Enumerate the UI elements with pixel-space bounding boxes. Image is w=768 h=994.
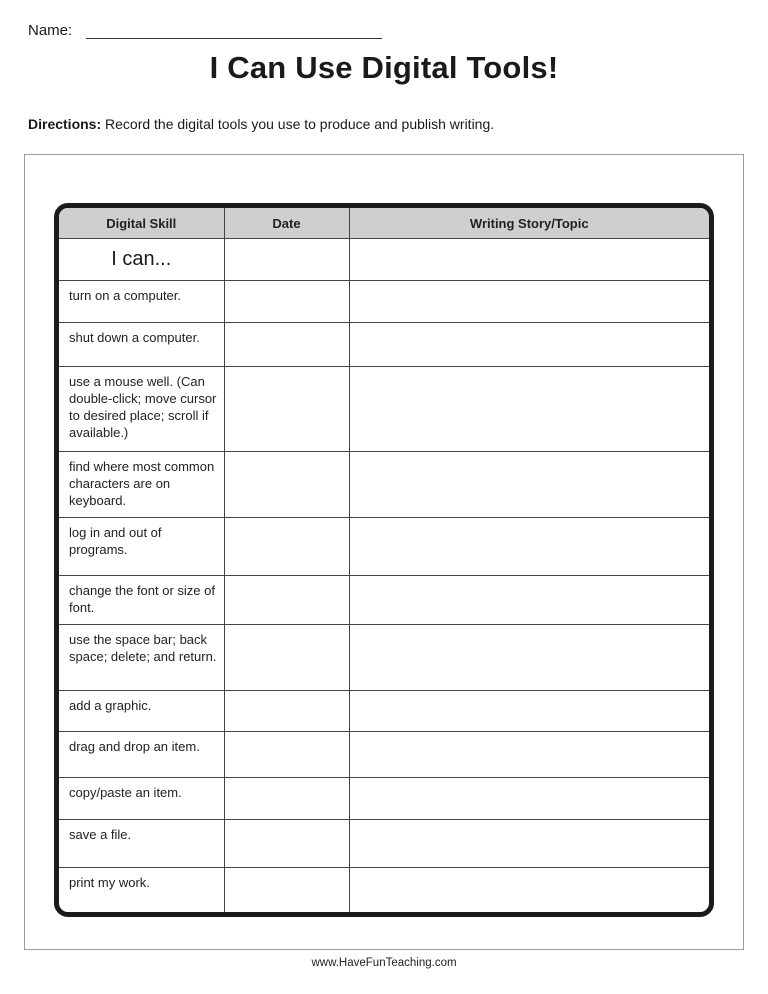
topic-cell[interactable]: [349, 691, 709, 732]
skill-cell: find where most common characters are on keyboard.: [59, 452, 224, 518]
table-row: [59, 281, 709, 323]
skill-cell: change the font or size of font.: [59, 576, 224, 625]
table-row: [59, 691, 709, 732]
topic-cell[interactable]: [349, 323, 709, 367]
date-cell[interactable]: [224, 625, 349, 691]
footer-url: www.HaveFunTeaching.com: [311, 957, 457, 969]
directions-text: Record the digital tools you use to produce and publish writing.: [101, 116, 495, 132]
topic-cell[interactable]: [349, 625, 709, 691]
date-cell[interactable]: [224, 691, 349, 732]
topic-cell[interactable]: [349, 820, 709, 868]
skill-cell: shut down a computer.: [59, 323, 224, 367]
skills-table: [59, 208, 709, 912]
date-cell[interactable]: [224, 518, 349, 576]
table-row: [59, 323, 709, 367]
topic-cell[interactable]: [349, 518, 709, 576]
table-row: [59, 625, 709, 691]
date-cell[interactable]: [224, 732, 349, 778]
date-cell[interactable]: [224, 778, 349, 820]
table-row: [59, 367, 709, 452]
skill-cell: add a graphic.: [59, 691, 224, 732]
skill-cell: use the space bar; back space; delete; and return.: [59, 625, 224, 691]
directions-label: Directions:: [28, 116, 102, 132]
skill-cell: use a mouse well. (Can double-click; move cursor to desired place; scroll if available.): [59, 367, 224, 452]
table-row: [59, 576, 709, 625]
column-header-date: Date: [224, 208, 349, 239]
topic-cell[interactable]: [349, 868, 709, 912]
topic-cell[interactable]: [349, 452, 709, 518]
topic-cell[interactable]: [349, 281, 709, 323]
date-cell[interactable]: [224, 239, 349, 281]
date-cell[interactable]: [224, 820, 349, 868]
table-row: [59, 868, 709, 912]
topic-cell[interactable]: [349, 732, 709, 778]
column-header-writing-story-topic: Writing Story/Topic: [349, 208, 709, 239]
topic-cell[interactable]: [349, 778, 709, 820]
date-cell[interactable]: [224, 452, 349, 518]
skill-cell: log in and out of programs.: [59, 518, 224, 576]
name-label: Name:: [28, 22, 73, 39]
page-title: I Can Use Digital Tools!: [209, 50, 559, 85]
date-cell[interactable]: [224, 868, 349, 912]
date-cell[interactable]: [224, 281, 349, 323]
skill-cell: print my work.: [59, 868, 224, 912]
skill-cell: copy/paste an item.: [59, 778, 224, 820]
table-header-row: [59, 208, 709, 239]
topic-cell[interactable]: [349, 367, 709, 452]
skills-table-wrap: [54, 203, 714, 917]
skill-cell: drag and drop an item.: [59, 732, 224, 778]
date-cell[interactable]: [224, 367, 349, 452]
column-header-digital-skill: Digital Skill: [59, 208, 224, 239]
table-row: [59, 778, 709, 820]
topic-cell[interactable]: [349, 239, 709, 281]
skill-cell: turn on a computer.: [59, 281, 224, 323]
date-cell[interactable]: [224, 576, 349, 625]
table-row: [59, 518, 709, 576]
directions: [28, 116, 494, 132]
skill-cell: save a file.: [59, 820, 224, 868]
i-can-cell: I can...: [59, 239, 224, 281]
name-row: [28, 22, 382, 39]
table-row: [59, 732, 709, 778]
table-row: [59, 820, 709, 868]
name-line[interactable]: [86, 22, 382, 39]
topic-cell[interactable]: [349, 576, 709, 625]
table-row-intro: [59, 239, 709, 281]
table-row: [59, 452, 709, 518]
date-cell[interactable]: [224, 323, 349, 367]
